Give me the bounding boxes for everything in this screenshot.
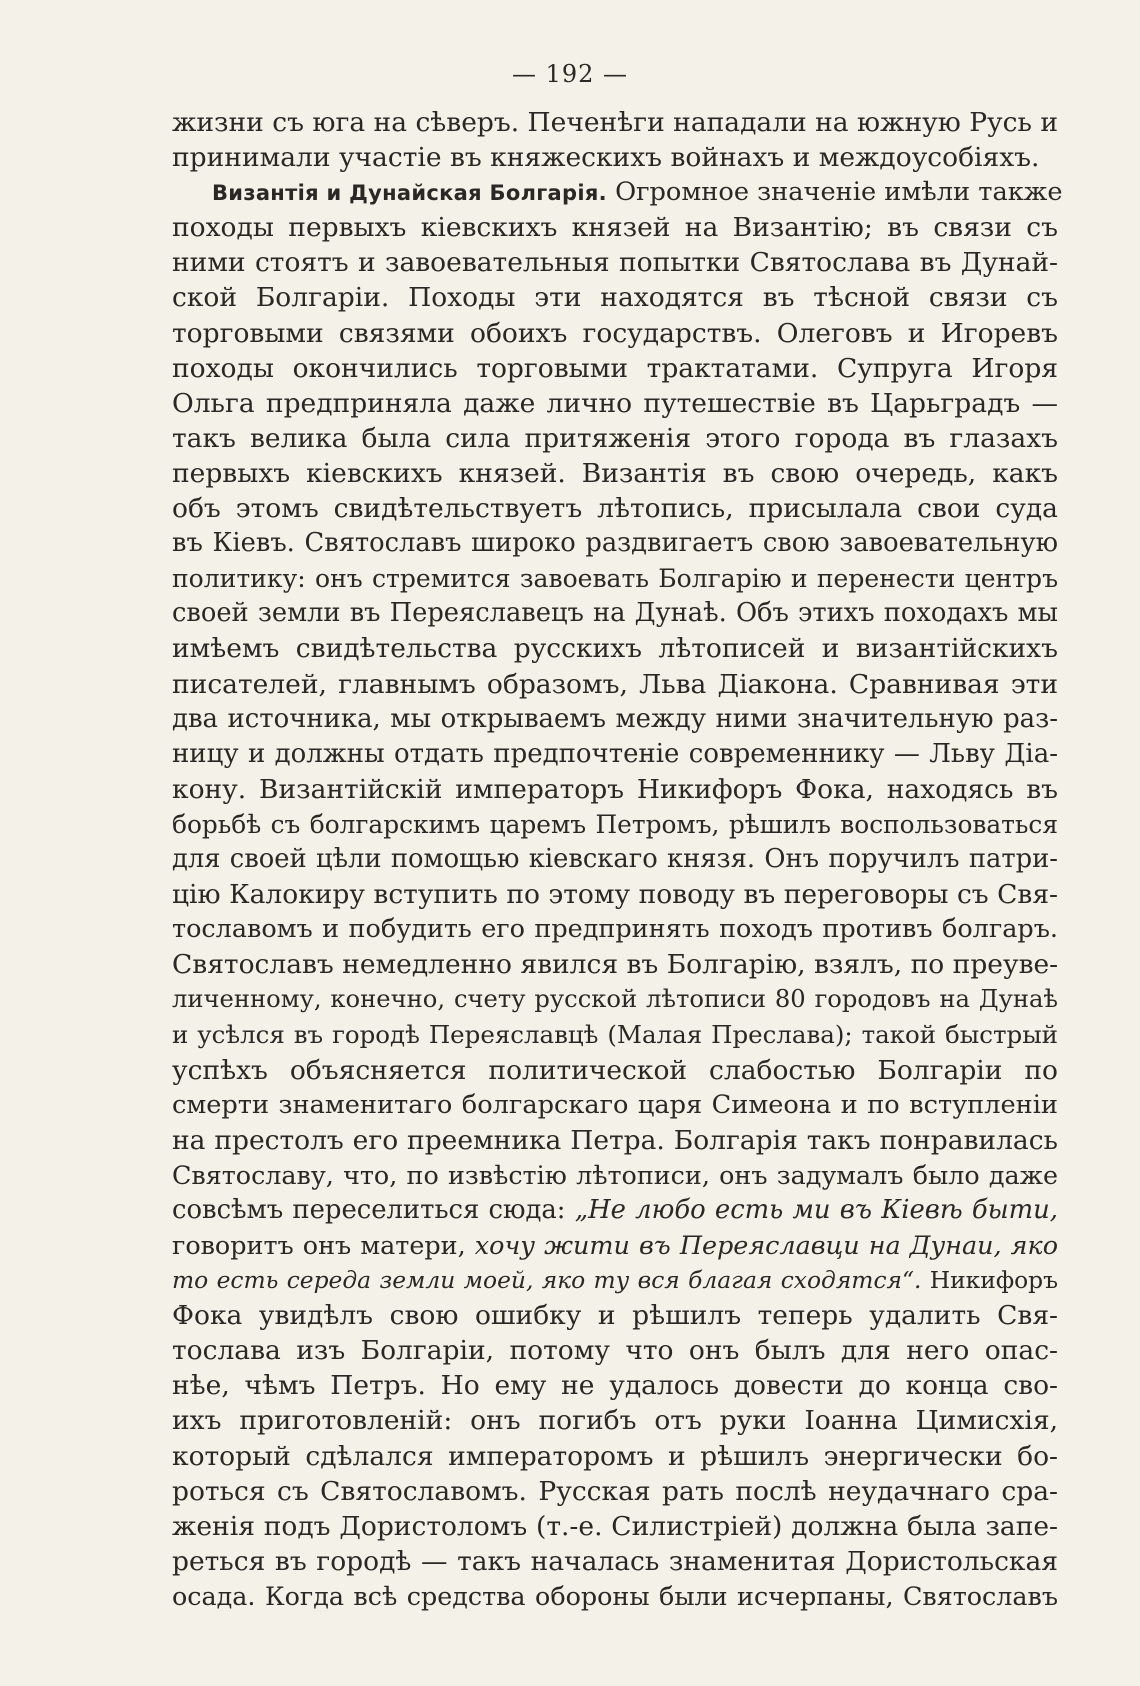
text-line: походы первыхъ кіевскихъ князей на Византію; въ связи съ xyxy=(172,212,1058,244)
text-line: Ольга предприняла даже лично путешествіе въ Царьградъ — xyxy=(172,387,1058,419)
text-line: своей земли въ Переяславецъ на Дунаѣ. Объ этихъ походахъ мы xyxy=(172,598,1058,629)
paragraph-lines xyxy=(172,1298,1058,1614)
text-line: походы окончились торговыми трактатами. Супруга Игоря xyxy=(172,352,1058,384)
quote-fragment: „Не любо есть ми въ Кіевѣ быти, xyxy=(574,1194,1059,1225)
text-line xyxy=(172,1193,1058,1228)
text-line: для своей цѣли помощью кіевскаго князя. Онъ поручилъ патри- xyxy=(172,843,1058,874)
text-line: цію Калокиру вступить по этому поводу въ переговоры съ Свя- xyxy=(172,879,1058,911)
text-line: въ Кіевъ. Святославъ широко раздвигаетъ свою завоевательную xyxy=(172,528,1058,559)
text-line: Святославу, что, по извѣстію лѣтописи, онъ задумалъ было даже xyxy=(172,1159,1058,1190)
text-line: два источника, мы открываемъ между ними значительную раз- xyxy=(172,703,1058,734)
paragraph-lines xyxy=(172,210,1058,1193)
text-line: объ этомъ свидѣтельствуетъ лѣтопись, присылала свои суда xyxy=(172,493,1058,525)
text-fragment: совсѣмъ переселиться сюда: xyxy=(172,1194,575,1225)
text-line: принимали участіе въ княжескихъ войнахъ и междоусобіяхъ. xyxy=(172,142,1040,174)
text-line: реться въ городѣ — такъ началась знаменитая Дористольская xyxy=(172,1545,1058,1577)
text-line: и усѣлся въ городѣ Переяславцѣ (Малая Преслава); такой быстрый xyxy=(172,1020,1058,1050)
text-line: писателей, главнымъ образомъ, Льва Діакона. Сравнивая эти xyxy=(172,668,1058,700)
text-line xyxy=(172,1263,1058,1298)
text-line: который сдѣлался императоромъ и рѣшилъ энергически бо- xyxy=(172,1440,1058,1472)
text-line: Святославъ немедленно явился въ Болгарію, взялъ, по преуве- xyxy=(172,949,1059,981)
text-line: политику: онъ стремится завоевать Болгарію и перенести центръ xyxy=(172,564,1058,594)
text-line: личенному, конечно, счету русской лѣтописи 80 городовъ на Дунаѣ xyxy=(172,985,1058,1014)
text-line: такъ велика была сила притяженія этого города въ глазахъ xyxy=(172,422,1058,454)
text-fragment: Никифоръ xyxy=(921,1266,1058,1295)
text-line: торговыми связями обоихъ государствъ. Олеговъ и Игоревъ xyxy=(172,317,1058,349)
text-line: борьбѣ съ болгарскимъ царемъ Петромъ, рѣшилъ воспользоваться xyxy=(172,809,1058,839)
quote-fragment: то есть середа земли моей, яко ту вся благая сходятся“. xyxy=(172,1266,922,1295)
section-heading: Византія и Дунайская Болгарія. xyxy=(212,181,607,206)
text-line: ницу и должны отдать предпочтеніе современнику — Льву Діа- xyxy=(172,738,1058,769)
text-line: ними стоятъ и завоевательныя попытки Святослава въ Дунай- xyxy=(172,247,1058,279)
quote-fragment: хочу жити въ Переяславци на Дунаи, яко xyxy=(474,1230,1058,1260)
text-line xyxy=(172,1228,1058,1263)
text-fragment: говоритъ онъ матери, xyxy=(172,1230,475,1260)
text-line: роться съ Святославомъ. Русская рать послѣ неудачнаго сра- xyxy=(172,1475,1058,1507)
body-text xyxy=(172,105,1063,1614)
text-line: кону. Византійскій императоръ Никифоръ Фока, находясь въ xyxy=(172,773,1058,805)
text-line: тославомъ и побудить его предпринять походъ противъ болгаръ. xyxy=(172,914,1058,945)
text-line: тослава изъ Болгаріи, потому что онъ былъ для него опас- xyxy=(172,1335,1058,1367)
text-line: осада. Когда всѣ средства обороны были исчерпаны, Святославъ xyxy=(172,1580,1058,1611)
text-line: ихъ приготовленій: онъ погибъ отъ руки Іоанна Цимисхія, xyxy=(172,1405,1058,1437)
text-line xyxy=(172,175,1063,210)
text-line: нѣе, чѣмъ Петръ. Но ему не удалось довести до конца сво- xyxy=(172,1370,1058,1402)
text-line: первыхъ кіевскихъ князей. Византія въ свою очередь, какъ xyxy=(172,457,1058,489)
text-line: ской Болгаріи. Походы эти находятся въ тѣсной связи съ xyxy=(172,282,1058,314)
text-line: Фока увидѣлъ свою ошибку и рѣшилъ теперь удалить Свя- xyxy=(172,1300,1058,1332)
text-line: смерти знаменитаго болгарскаго царя Симеона и по вступленіи xyxy=(172,1089,1058,1120)
text-line: женія подъ Дористоломъ (т.-е. Силистріей) должна была запе- xyxy=(172,1510,1058,1542)
text-line: жизни съ юга на сѣверъ. Печенѣги нападали на южную Русь и xyxy=(172,107,1058,138)
text-line: имѣемъ свидѣтельства русскихъ лѣтописей и византійскихъ xyxy=(172,633,1058,665)
text-fragment: Огромное значеніе имѣли также xyxy=(615,177,1063,208)
page-number: — 192 — xyxy=(511,60,629,88)
text-line: на престолъ его преемника Петра. Болгарія такъ понравилась xyxy=(172,1124,1058,1156)
text-line: успѣхъ объясняется политической слабостью Болгаріи по xyxy=(172,1054,1058,1086)
